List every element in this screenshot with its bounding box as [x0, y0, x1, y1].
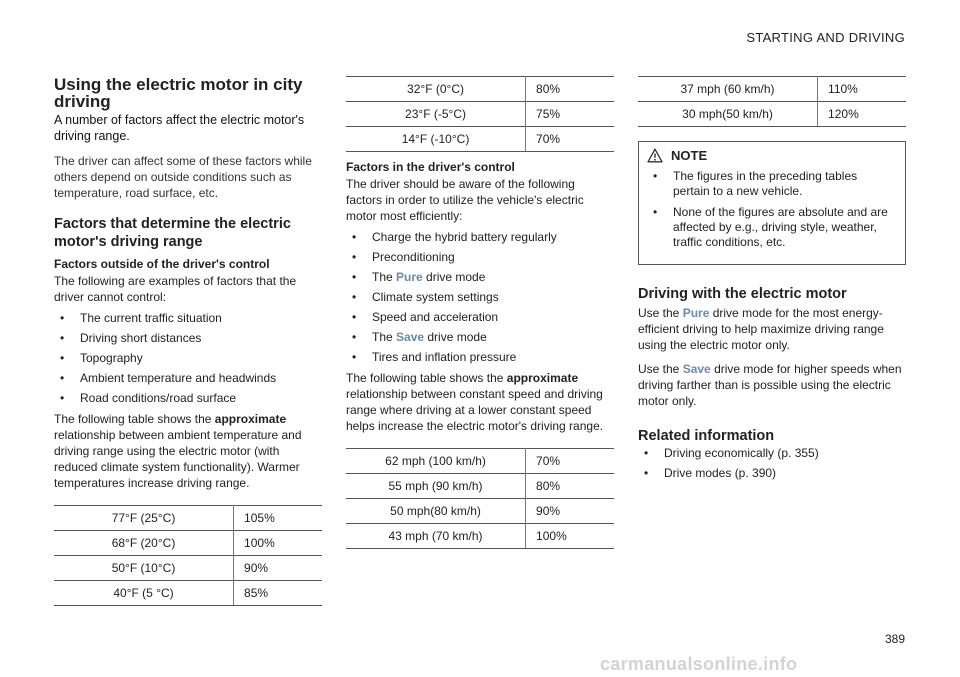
list-item: • Road conditions/road surface — [54, 391, 322, 406]
table-cell-range: 110% — [818, 77, 906, 102]
page-number: 389 — [884, 632, 905, 646]
table-cell-speed: 50 mph(80 km/h) — [346, 499, 526, 524]
drive-mode-keyword-save: Save — [682, 362, 711, 376]
table-cell-temperature: 68°F (20°C) — [54, 531, 234, 556]
list-item: • Tires and inflation pressure — [346, 350, 614, 365]
drive-mode-keyword-pure: Pure — [396, 270, 423, 284]
speed-range-table-continued — [638, 76, 906, 127]
section-heading-factors: Factors that determine the electric motor's driving range — [54, 216, 291, 250]
table-row — [346, 524, 614, 549]
table-row — [346, 77, 614, 102]
table-cell-range: 105% — [234, 506, 322, 531]
list-item: • The current traffic situation — [54, 311, 322, 326]
emphasis-approximate: approximate — [214, 412, 287, 426]
drive-mode-keyword-save: Save — [396, 330, 425, 344]
table-row — [638, 102, 906, 127]
drive-mode-keyword-pure: Pure — [682, 306, 710, 320]
list-item: • Preconditioning — [346, 250, 614, 265]
related-link-drive-modes[interactable]: • Drive modes (p. 390) — [638, 466, 906, 481]
table-cell-temperature: 50°F (10°C) — [54, 556, 234, 581]
page-title: Using the electric motor in city driving — [54, 75, 303, 111]
list-item: • Topography — [54, 351, 322, 366]
table-cell-speed: 43 mph (70 km/h) — [346, 524, 526, 549]
table-row — [54, 531, 322, 556]
table-cell-speed: 62 mph (100 km/h) — [346, 449, 526, 474]
related-information-heading: Related information — [638, 428, 775, 444]
intro-paragraph: The driver can affect some of these factors while others depend on outside conditions such as temperature, road surface, etc. — [54, 154, 312, 200]
note-header — [647, 148, 895, 163]
table-cell-range: 70% — [526, 449, 614, 474]
table-cell-temperature: 32°F (0°C) — [346, 77, 526, 102]
list-item: • Ambient temperature and headwinds — [54, 371, 322, 386]
table-cell-range: 100% — [526, 524, 614, 549]
temperature-range-table — [54, 505, 322, 606]
list-item: • None of the figures are absolute and are affected by e.g., driving style, weather, traffic conditions, etc. — [647, 205, 895, 250]
watermark[interactable]: carmanualsonline.info — [600, 654, 798, 674]
speed-range-table — [346, 448, 614, 549]
running-header: STARTING AND DRIVING — [746, 30, 905, 45]
table-row — [346, 499, 614, 524]
list-item: • Speed and acceleration — [346, 310, 614, 325]
table-cell-range: 80% — [526, 474, 614, 499]
column-3 — [638, 76, 906, 486]
list-item: • The Save drive mode — [346, 330, 614, 345]
table-row — [54, 581, 322, 606]
column-1 — [54, 76, 322, 606]
list-item: • Climate system settings — [346, 290, 614, 305]
related-links-list — [638, 446, 906, 481]
table-row — [346, 127, 614, 152]
save-mode-paragraph: Use the Save drive mode for higher speeds when driving farther than is possible using the electric motor only. — [638, 362, 902, 408]
table-cell-temperature: 14°F (-10°C) — [346, 127, 526, 152]
warning-triangle-icon — [647, 148, 663, 163]
subheading-outside-control: Factors outside of the driver's control — [54, 257, 270, 271]
table-row — [54, 506, 322, 531]
table-row — [346, 449, 614, 474]
table-row — [346, 474, 614, 499]
table-cell-temperature: 40°F (5 °C) — [54, 581, 234, 606]
speed-table-intro: The following table shows the approximate relationship between constant speed and driving range where driving at a lower constant speed helps increase the electric motor's driving range. — [346, 371, 604, 433]
driver-factors-list — [346, 230, 614, 365]
table-cell-range: 120% — [818, 102, 906, 127]
lead-text: A number of factors affect the electric motor's driving range. — [54, 113, 305, 143]
outside-factors-list — [54, 311, 322, 406]
table-cell-range: 80% — [526, 77, 614, 102]
driver-control-intro: The driver should be aware of the following factors in order to utilize the vehicle's electric motor most efficiently: — [346, 177, 584, 223]
table-cell-speed: 55 mph (90 km/h) — [346, 474, 526, 499]
note-list — [647, 169, 895, 250]
table-cell-range: 100% — [234, 531, 322, 556]
pure-mode-paragraph: Use the Pure drive mode for the most energy-efficient driving to help maximize driving range using the electric motor only. — [638, 306, 884, 352]
emphasis-approximate: approximate — [506, 371, 579, 385]
table-cell-range: 90% — [234, 556, 322, 581]
related-link-driving-economically[interactable]: • Driving economically (p. 355) — [638, 446, 906, 461]
column-2 — [346, 76, 614, 549]
temperature-range-table-continued — [346, 76, 614, 152]
table-row — [638, 77, 906, 102]
list-item: • The Pure drive mode — [346, 270, 614, 285]
note-title: NOTE — [671, 148, 708, 163]
table-cell-temperature: 23°F (-5°C) — [346, 102, 526, 127]
subheading-driver-control: Factors in the driver's control — [346, 160, 515, 174]
section-heading-driving-electric: Driving with the electric motor — [638, 286, 847, 302]
list-item: • Charge the hybrid battery regularly — [346, 230, 614, 245]
table-cell-range: 90% — [526, 499, 614, 524]
table-cell-speed: 37 mph (60 km/h) — [638, 77, 818, 102]
table-row — [346, 102, 614, 127]
temperature-table-intro: The following table shows the approximate relationship between ambient temperature and driving range using the electric motor (with reduced climate system functionality). Warmer temperatures increase driving range. — [54, 412, 302, 490]
note-box — [638, 141, 906, 265]
list-item: • The figures in the preceding tables pertain to a new vehicle. — [647, 169, 895, 199]
table-cell-range: 75% — [526, 102, 614, 127]
table-cell-temperature: 77°F (25°C) — [54, 506, 234, 531]
outside-control-intro: The following are examples of factors that the driver cannot control: — [54, 274, 297, 304]
list-item: • Driving short distances — [54, 331, 322, 346]
table-cell-range: 70% — [526, 127, 614, 152]
table-cell-speed: 30 mph(50 km/h) — [638, 102, 818, 127]
table-row — [54, 556, 322, 581]
table-cell-range: 85% — [234, 581, 322, 606]
